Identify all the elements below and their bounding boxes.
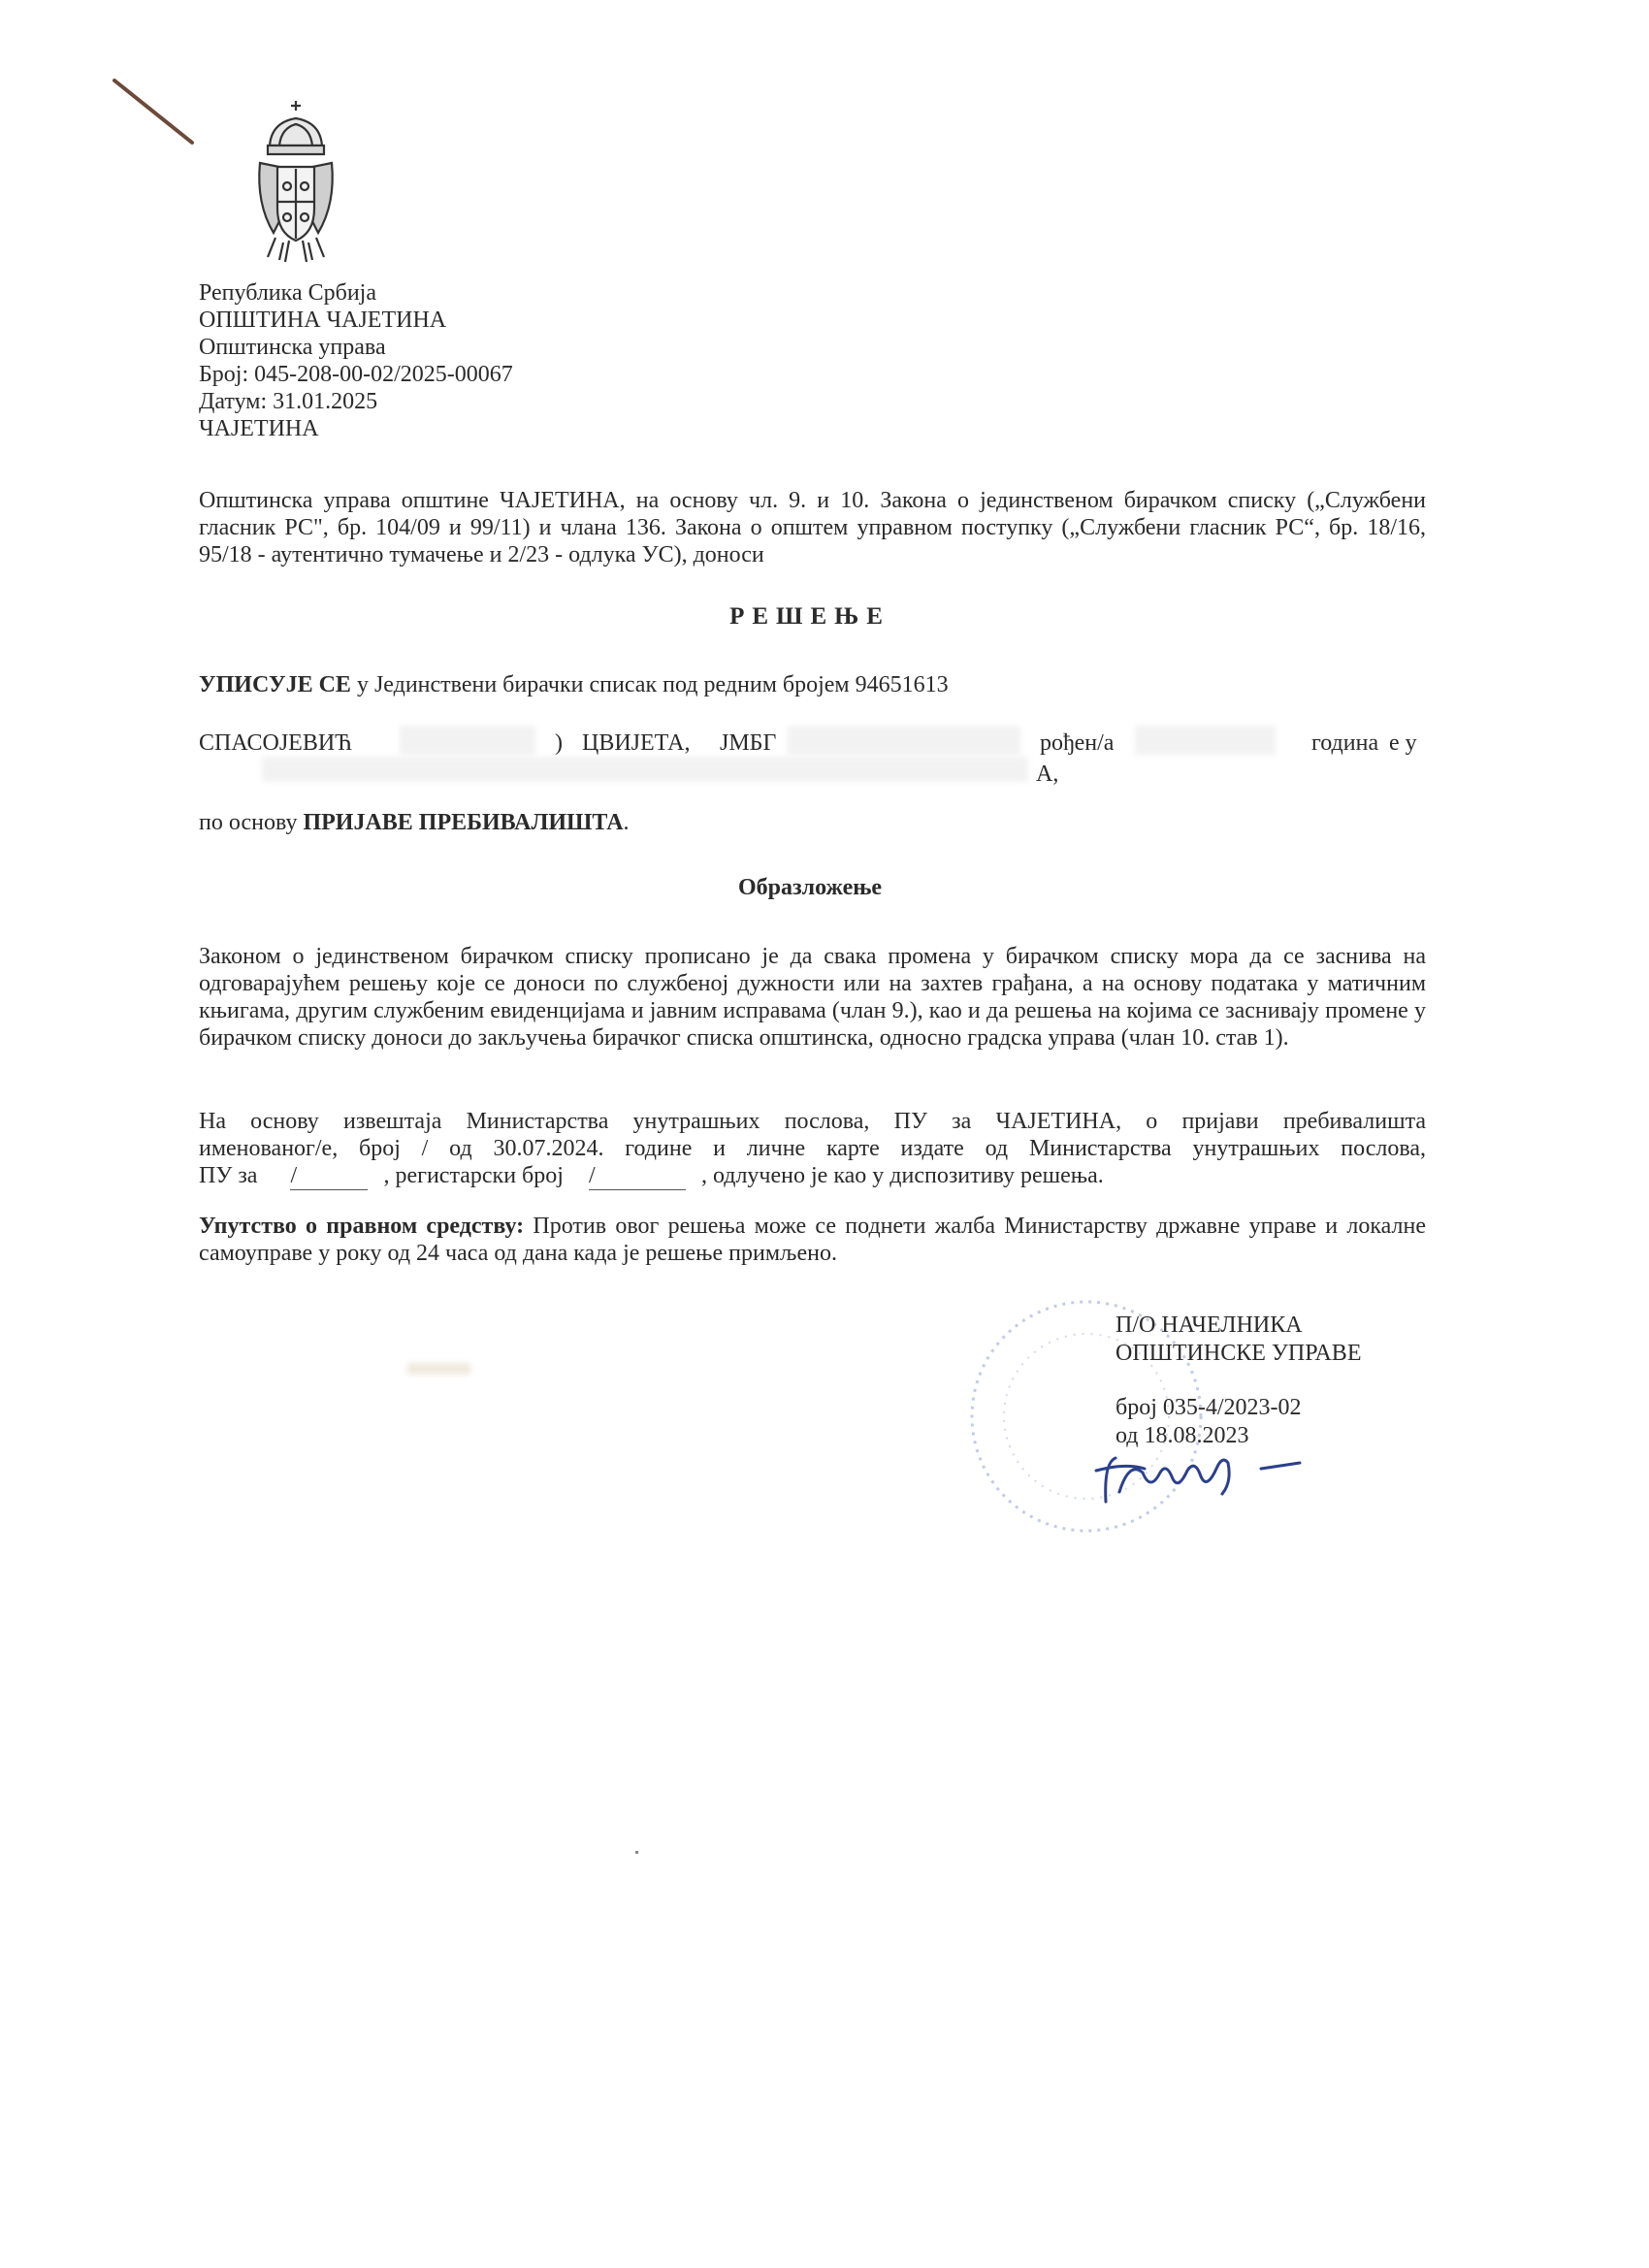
reg-label: , регистарски број	[383, 1163, 564, 1188]
authorization-number: број 035-4/2023-02	[1116, 1395, 1302, 1420]
header-municipality: ОПШТИНА ЧАЈЕТИНА	[199, 308, 447, 333]
header-place: ЧАЈЕТИНА	[199, 416, 319, 441]
basis-bold: ПРИЈАВЕ ПРЕБИВАЛИШТА	[303, 810, 624, 835]
intro-paragraph: Општинска управа општине ЧАЈЕТИНА, на основу чл. 9. и 10. Закона о јединственом бирачком списку („Службени гласник РС", бр. 104/09 и 99/11) и члана 136. Закона о општем управном поступку („Службени гласник РС“, бр. 18/16, 95/18 - аутентично тумачење и 2/23 - одлука УС), доноси	[199, 488, 1426, 567]
pu-label: ПУ за	[199, 1163, 258, 1188]
handwritten-signature	[1086, 1434, 1358, 1511]
person-surname: СПАСОЈЕВИЋ	[199, 730, 352, 756]
reasoning-paragraph-1: Законом о јединственом бирачком списку прописано је да свака промена у бирачком списку мора да се заснива на одговарајућем решењу које се доноси по службеној дужности или на захтев грађана, а на основу података у матичним књигама, другим службеним евиденцијама и јавним исправама (члан 9.), као и да решења на којима се заснивају промене у бирачком списку доноси до закључења бирачког списка општинска, односно градска управа (члан 10. став 1).	[199, 944, 1426, 1051]
header-administration: Општинска управа	[199, 335, 386, 360]
signature-title-1: П/О НАЧЕЛНИКА	[1116, 1312, 1303, 1338]
authorization-date: од 18.08.2023	[1116, 1423, 1249, 1448]
pen-mark	[107, 73, 204, 150]
reg-blank: /	[589, 1162, 686, 1190]
reasoning-paragraph-2	[199, 1108, 1426, 1190]
document-title: РЕШЕЊЕ	[729, 603, 890, 630]
basis-suffix: .	[623, 810, 630, 835]
header-country: Република Србија	[199, 280, 376, 306]
paper-smudge	[407, 1363, 470, 1375]
header-date: Датум: 31.01.2025	[199, 389, 378, 414]
coat-of-arms-icon	[250, 97, 341, 267]
paper-dot	[635, 1851, 638, 1854]
redacted-middle-name	[400, 726, 535, 755]
person-name: ЦВИЈЕТА,	[582, 730, 691, 756]
reasoning-p2-line1: На основу извештаја Министарства унутрашњих послова, ПУ за ЧАЈЕТИНА, о пријави пребивалишта	[199, 1109, 1426, 1134]
born-label: рођен/а	[1040, 730, 1115, 756]
header-number: Број: 045-208-00-02/2025-00067	[199, 362, 513, 387]
decision-text: у Јединствени бирачки списак под редним бројем 94651613	[350, 672, 949, 697]
year-label: година	[1311, 730, 1379, 756]
basis-prefix: по основу	[199, 810, 304, 835]
year-suffix: е у	[1389, 730, 1417, 756]
pu-blank: /	[290, 1162, 368, 1190]
reasoning-title: Образложење	[737, 875, 883, 900]
decision-line	[199, 671, 1426, 698]
decision-bold: УПИСУЈЕ СЕ	[199, 672, 351, 697]
redacted-jmbg	[788, 726, 1020, 755]
redacted-address	[262, 757, 1028, 782]
legal-remedy	[199, 1213, 1426, 1267]
jmbg-label: ЈМБГ	[720, 730, 777, 756]
signature-title-2: ОПШТИНСКЕ УПРАВЕ	[1116, 1341, 1362, 1366]
redacted-birthdate	[1135, 726, 1276, 755]
address-end: А,	[1036, 761, 1059, 787]
legal-remedy-bold: Упутство о правном средству:	[199, 1214, 525, 1239]
reasoning-p2-line3	[199, 1162, 1426, 1190]
person-paren: )	[555, 730, 563, 756]
reasoning-p2-line2: именованог/е, број / од 30.07.2024. године и личне карте издате од Министарства унутрашњих послова,	[199, 1136, 1426, 1161]
legal-remedy-text: Против овог решења може се поднети жалба Министарству државне управе и локалне самоуправе у року од 24 часа од дана када је решење примљено.	[199, 1214, 1426, 1266]
basis-line	[199, 809, 1426, 836]
reasoning-p2-end: , одлучено је као у диспозитиву решења.	[700, 1163, 1104, 1188]
